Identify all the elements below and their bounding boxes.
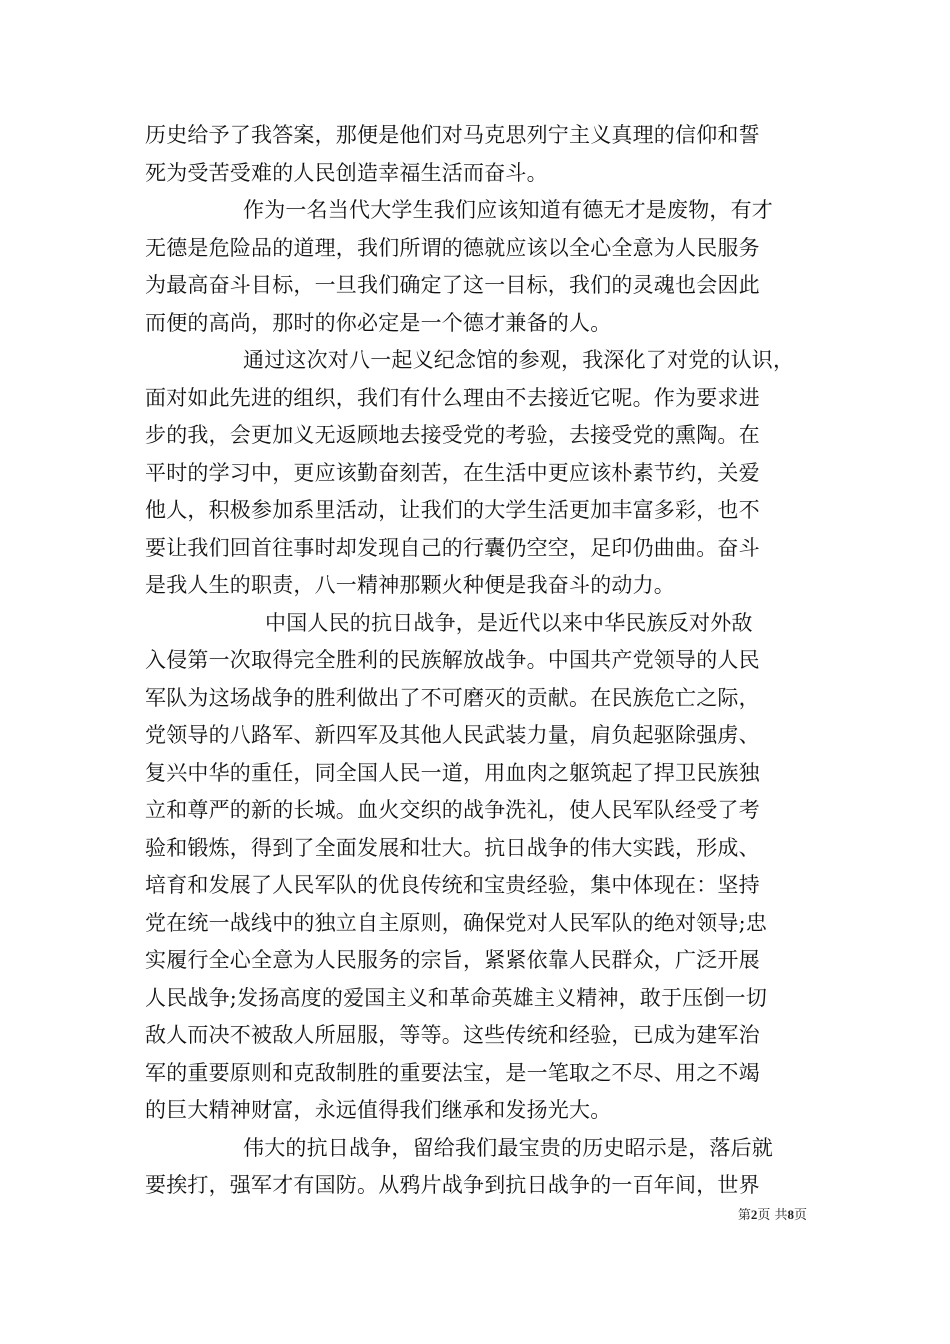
text-line: 党在统一战线中的独立自主原则，确保党对人民军队的绝对领导;忠 — [145, 910, 768, 935]
paragraph-start-line: 伟大的抗日战争，留给我们最宝贵的历史昭示是，落后就 — [243, 1135, 773, 1160]
text-line: 复兴中华的重任，同全国人民一道，用血肉之躯筑起了捍卫民族独 — [145, 760, 760, 785]
text-line: 的巨大精神财富，永远值得我们继承和发扬光大。 — [145, 1098, 612, 1122]
text-line: 死为受苦受难的人民创造幸福生活而奋斗。 — [145, 160, 548, 185]
footer-suffix: 页 — [793, 1208, 807, 1223]
text-line: 为最高奋斗目标，一旦我们确定了这一目标，我们的灵魂也会因此 — [145, 273, 760, 297]
text-line: 平时的学习中，更应该勤奋刻苦，在生活中更应该朴素节约，关爱 — [145, 460, 760, 485]
text-line: 实履行全心全意为人民服务的宗旨，紧紧依靠人民群众，广泛开展 — [145, 948, 760, 972]
text-line: 人民战争;发扬高度的爱国主义和革命英雄主义精神，敢于压倒一切 — [145, 985, 768, 1010]
text-line: 培育和发展了人民军队的优良传统和宝贵经验，集中体现在：坚持 — [145, 873, 760, 897]
text-line: 要让我们回首往事时却发现自己的行囊仍空空，足印仍曲曲。奋斗 — [145, 535, 760, 560]
text-line: 验和锻炼，得到了全面发展和壮大。抗日战争的伟大实践，形成、 — [145, 835, 760, 860]
text-line: 是我人生的职责，八一精神那颗火种便是我奋斗的动力。 — [145, 573, 675, 597]
footer-middle: 页 共 — [757, 1208, 788, 1223]
text-line: 要挨打，强军才有国防。从鸦片战争到抗日战争的一百年间，世界 — [145, 1173, 760, 1197]
paragraph-start-line: 通过这次对八一起义纪念馆的参观，我深化了对党的认识， — [243, 348, 795, 372]
page-number: 2 — [750, 1207, 758, 1222]
text-line: 无德是危险品的道理，我们所谓的德就应该以全心全意为人民服务 — [145, 235, 760, 260]
paragraph-start-line: 作为一名当代大学生我们应该知道有德无才是废物，有才 — [243, 198, 773, 222]
text-line: 党领导的八路军、新四军及其他人民武装力量，肩负起驱除强虏、 — [145, 723, 760, 747]
body-text — [145, 117, 810, 1205]
text-line: 立和尊严的新的长城。血火交织的战争洗礼，使人民军队经受了考 — [145, 798, 760, 822]
text-line: 而便的高尚，那时的你必定是一个德才兼备的人。 — [145, 310, 612, 335]
paragraph-start-line: 中国人民的抗日战争，是近代以来中华民族反对外敌 — [265, 610, 753, 635]
text-line: 面对如此先进的组织，我们有什么理由不去接近它呢。作为要求进 — [145, 385, 760, 410]
text-line: 敌人而决不被敌人所屈服，等等。这些传统和经验，已成为建军治 — [145, 1023, 760, 1047]
total-pages: 8 — [787, 1207, 794, 1222]
text-line: 入侵第一次取得完全胜利的民族解放战争。中国共产党领导的人民 — [145, 648, 760, 672]
page-footer — [738, 1207, 807, 1224]
text-line: 军队为这场战争的胜利做出了不可磨灭的贡献。在民族危亡之际， — [145, 685, 760, 710]
footer-prefix: 第 — [737, 1208, 751, 1223]
text-line: 他人，积极参加系里活动，让我们的大学生活更加丰富多彩，也不 — [145, 498, 760, 522]
text-line: 军的重要原则和克敌制胜的重要法宝，是一笔取之不尽、用之不竭 — [145, 1060, 760, 1085]
text-line: 历史给予了我答案，那便是他们对马克思列宁主义真理的信仰和誓 — [145, 123, 760, 147]
text-line: 步的我，会更加义无返顾地去接受党的考验，去接受党的熏陶。在 — [145, 423, 760, 447]
